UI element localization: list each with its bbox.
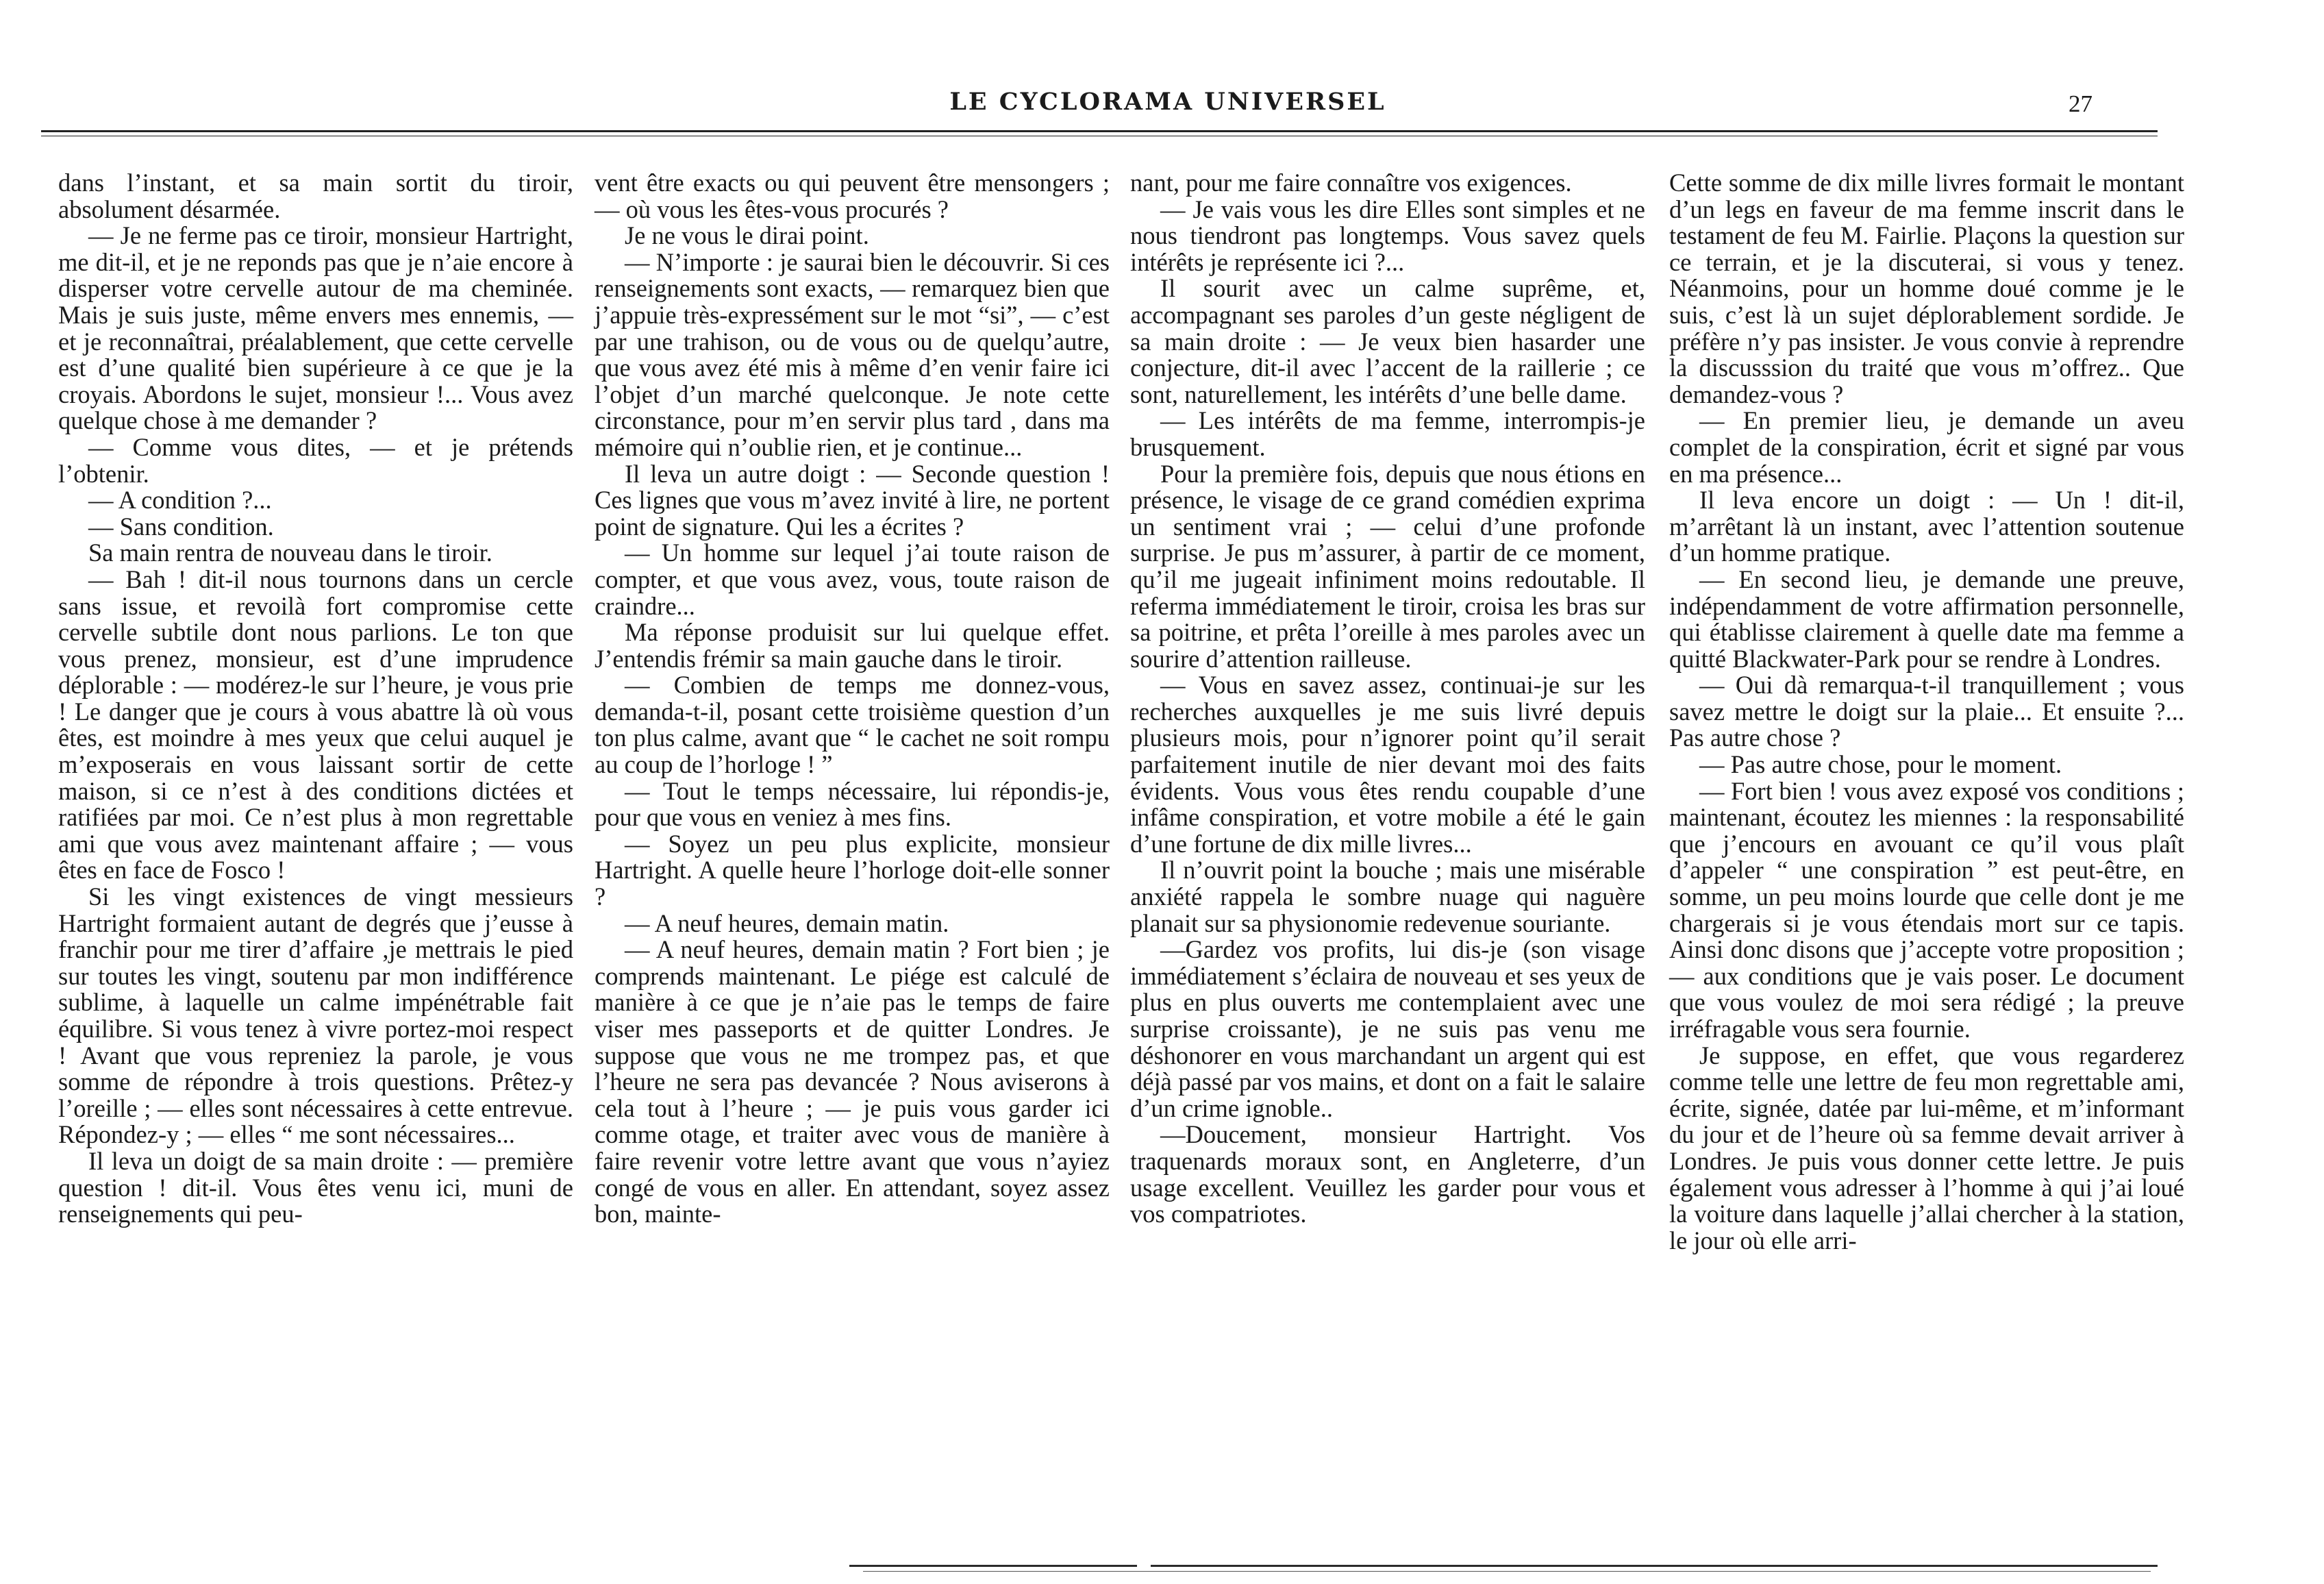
paragraph: — Tout le temps nécessaire, lui répondis-je, pour que vous en veniez à mes fins. [595,776,1110,832]
paragraph: — Un homme sur lequel j’ai toute raison de compter, et que vous avez, vous, toute raison de craindre... [595,539,1110,620]
paragraph: Sa main rentra de nouveau dans le tiroir. [88,539,492,567]
paragraph: — Vous en savez assez, continuai-je sur les recherches auxquelles je me suis livré depuis plusieurs mois, pour n’ignorer point qu’il serait parfaitement inutile de nier devant moi des faits évidents. Vous vous êtes rendu coupable d’une infâme conspiration, et votre mobile a été le gain d’une fortune de dix mille livres... [1130,671,1645,858]
paragraph: — Combien de temps me donnez-vous, demanda-t-il, posant cette troisième question d’un ton plus calme, avant que “ le cachet ne soit rompu au coup de l’horloge ! ” [595,671,1110,779]
paragraph: Pour la première fois, depuis que nous étions en présence, le visage de ce grand comédien exprima un sentiment vrai ; — celui d’une profonde surprise. Je pus m’assurer, à partir de ce moment, qu’il me jugeait infiniment moins redoutable. Il referma immédiatement le tiroir, croisa les bras sur sa poitrine, et prêta l’oreille à mes paroles avec un sourire d’attention railleuse. [1130,459,1645,673]
paragraph: vent être exacts ou qui peuvent être mensongers ; — où vous les êtes-vous procurés ? [595,169,1110,223]
paragraph: — Je vais vous les dire Elles sont simples et ne nous tiendront pas longtemps. Vous savez quels intérêts je représente ici ?... [1130,195,1645,276]
paragraph: — A neuf heures, demain matin ? Fort bien ; je comprends maintenant. Le piége est calculé de manière à ce que je n’aie pas le temps de faire viser mes passeports et de quitter Londres. Je suppose que vous ne me trompez pas, et que l’heure ne sera pas devancée ? Nous aviserons à cela tout à l’heure ; — je puis vous garder ici comme otage, et traiter avec vous de manière à faire revenir votre lettre avant que vous n’ayiez congé de vous en aller. En attendant, soyez assez bon, mainte- [595,935,1110,1228]
paragraph: —Gardez vos profits, lui dis-je (son visage immédiatement s’éclaira de nouveau et ses yeux de plus en plus ouverts me contemplaient avec une surprise croissante), je ne suis pas venu me déshonorer en vous marchandant un argent qui est déjà passé par vos mains, et dont on a fait le salaire d’un crime ignoble.. [1130,935,1645,1122]
paragraph: nant, pour me faire connaître vos exigences. [1130,169,1572,197]
paragraph: — Bah ! dit-il nous tournons dans un cercle sans issue, et revoilà fort compromise cette cervelle subtile dont nous parlions. Le ton que vous prenez, monsieur, est d’une imprudence déplorable : — modérez-le sur l’heure, je vous prie ! Le danger que je cours à vous abattre là où vous êtes, est moindre à mes yeux que celui auquel je m’exposerais en vous laissant sortir de cette maison, si ce n’est à des conditions dictées et ratifiées par moi. Ce n’est plus à mon regrettable ami que vous avez maintenant affaire ; — vous êtes en face de Fosco ! [58,565,573,884]
text-column-2 [595,170,1110,1228]
footer-rule-right [1151,1565,2158,1567]
paragraph: — Oui dà remarqua-t-il tranquillement ; vous savez mettre le doigt sur la plaie... Et ensuite ?... Pas autre chose ? [1669,671,2184,752]
paragraph: dans l’instant, et sa main sortit du tiroir, absolument désarmée. [58,169,573,223]
paragraph: — Sans condition. [88,512,274,541]
paragraph: Ma réponse produisit sur lui quelque effet. J’entendis frémir sa main gauche dans le tiroir. [595,618,1110,673]
paragraph: — Pas autre chose, pour le moment. [1699,750,2062,779]
text-column-1 [58,170,573,1228]
paragraph: — Soyez un peu plus explicite, monsieur Hartright. A quelle heure l’horloge doit-elle sonner ? [595,829,1110,911]
paragraph: Il leva un doigt de sa main droite : — première question ! dit-il. Vous êtes venu ici, muni de renseignements qui peu- [58,1146,573,1228]
text-column-3 [1130,170,1645,1228]
paragraph: — N’importe : je saurai bien le découvrir. Si ces renseignements sont exacts, — remarquez bien que j’appuie très-expressément sur le mot “si”, — c’est par une trahison, ou de vous ou de quelqu’autre, que vous avez été mis à même d’en venir faire ici l’objet d’un marché quelconque. Je note cette circonstance, pour m’en servir plus tard , dans ma mémoire qui n’oublie rien, et je continue... [595,247,1110,461]
paragraph: Je ne vous le dirai point. [625,221,869,250]
paragraph: Je suppose, en effet, que vous regarderez comme telle une lettre de feu mon regrettable ami, écrite, signée, datée par lui-même, et m’informant du jour et de l’heure où sa femme devait arriver à Londres. Je puis vous donner cette lettre. Je puis également vous adresser à l’homme à qui j’ai loué la voiture dans laquelle j’allai chercher à la station, le jour où elle arri- [1669,1041,2184,1254]
footer-rule-left [849,1565,1137,1567]
paragraph: Si les vingt existences de vingt messieurs Hartright formaient autant de degrés que j’eusse à franchir pour me tirer d’affaire ,je mettrais le pied sur toutes les vingt, soutenu par mon indifférence sublime, à laquelle un calme impénétrable fait équilibre. Si vous tenez à vivre portez-moi respect ! Avant que vous repreniez la parole, je vous somme de répondre à trois questions. Prêtez-y l’oreille ; — elles sont nécessaires à cette entrevue. Répondez-y ; — elles “ me sont nécessaires... [58,882,573,1149]
paragraph: — A neuf heures, demain matin. [625,908,949,937]
paragraph: — En second lieu, je demande une preuve, indépendamment de votre affirmation personnelle, qui établisse clairement à quelle date ma femme a quitté Blackwater-Park pour se rendre à Londres. [1669,565,2184,673]
paragraph: Il n’ouvrit point la bouche ; mais une misérable anxiété rappela le sombre nuage qui naguère planait sur sa physionomie redevenue souriante. [1130,856,1645,937]
text-column-4 [1669,170,2184,1254]
paragraph: — Comme vous dites, — et je prétends l’obtenir. [58,432,573,488]
paragraph: Il sourit avec un calme suprême, et, accompagnant ses paroles d’un geste négligent de sa main droite : — Je veux bien hasarder une conjecture, dit-il avec l’accent de la raillerie ; ce sont, naturellement, les intérêts d’une belle dame. [1130,274,1645,408]
paragraph: — Les intérêts de ma femme, interrompis-je brusquement. [1130,406,1645,461]
journal-title: LE CYCLORAMA UNIVERSEL [949,88,1386,116]
page-header [0,88,2324,129]
paragraph: — A condition ?... [88,486,272,515]
header-rule [41,130,2158,132]
paragraph: — Je ne ferme pas ce tiroir, monsieur Hartright, me dit-il, et je ne reponds pas que je n’aie encore à disperser votre cervelle autour de ma cheminée. Mais je suis juste, même envers mes ennemis, — et je reconnaîtrai, préalablement, que cette cervelle est d’une qualité bien supérieure à ce que je la croyais. Abordons le sujet, monsieur !... Vous avez quelque chose à me demander ? [58,221,573,435]
paragraph: — En premier lieu, je demande un aveu complet de la conspiration, écrit et signé par vous en ma présence... [1669,406,2184,488]
paragraph: Cette somme de dix mille livres formait le montant d’un legs en faveur de ma femme inscrit dans le testament de feu M. Fairlie. Plaçons la question sur ce terrain, et je la discuterai, si vous y tenez. Néanmoins, pour un homme doué comme je le suis, c’est là un sujet déplorablement sordide. Je préfère n’y pas insister. Je vous convie à reprendre la discusssion du traité que vous m’offrez.. Que demandez-vous ? [1669,169,2184,408]
paragraph: — Fort bien ! vous avez exposé vos conditions ; maintenant, écoutez les miennes : la responsabilité que j’encours en avouant ce qu’il vous plaît d’appeler “ une conspiration ” est peut-être, en somme, un peu moins lourde que celle dont je me chargerais si je vous étendais mort sur ce tapis. Ainsi donc disons que j’accepte votre proposition ; — aux conditions que je vais poser. Le document que vous voulez de moi sera rédigé ; la preuve irréfragable vous sera fournie. [1669,776,2184,1043]
page-number: 27 [2069,90,2092,117]
paragraph: Il leva un autre doigt : — Seconde question ! Ces lignes que vous m’avez invité à lire, ne portent point de signature. Qui les a écrites ? [595,459,1110,541]
footer-rule-thin [863,1571,2151,1572]
paragraph: Il leva encore un doigt : — Un ! dit-il, m’arrêtant là un instant, avec l’attention soutenue d’un homme pratique. [1669,486,2184,567]
paragraph: —Doucement, monsieur Hartright. Vos traquenards moraux sont, en Angleterre, d’un usage excellent. Veuillez les garder pour vous et vos compatriotes. [1130,1120,1645,1228]
